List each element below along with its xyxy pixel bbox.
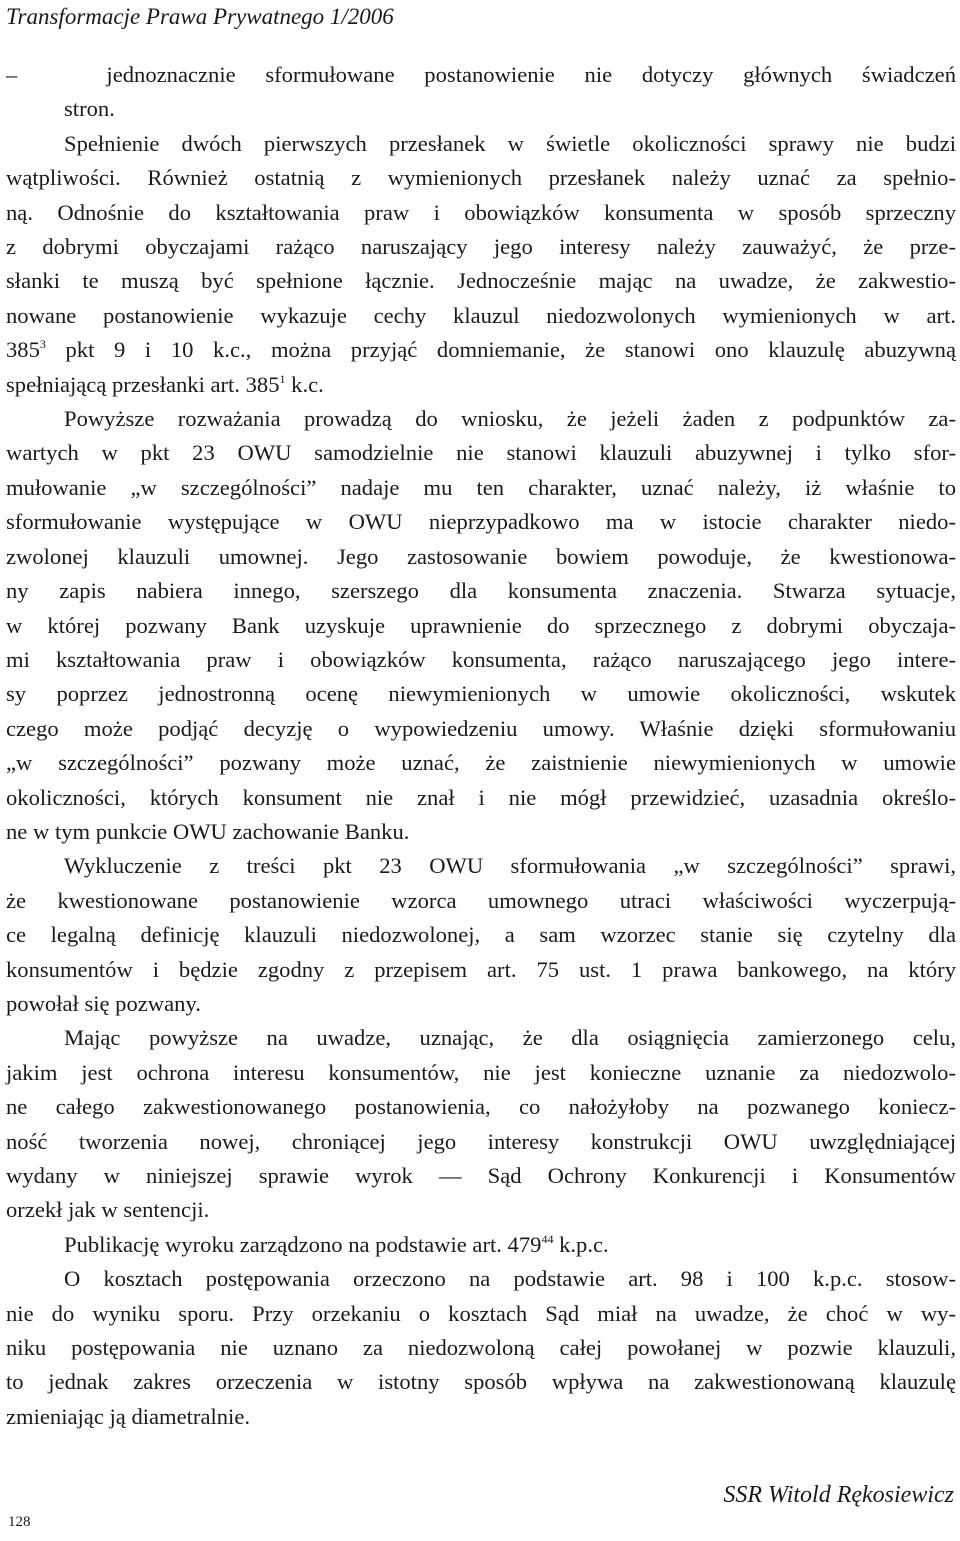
text-line: „w szczególności” pozwany może uznać, że zaistnienie niewymienionych w umowie [6, 750, 956, 776]
text-line: powołał się pozwany. [6, 990, 201, 1016]
text-line: ność tworzenia nowej, chroniącej jego interesy konstrukcji OWU uwzględniającej [6, 1128, 956, 1154]
page-number: 128 [8, 1514, 31, 1530]
text-line: – jednoznacznie sformułowane postanowienie nie dotyczy głównych świadczeń [6, 62, 956, 87]
text-line: Powyższe rozważania prowadzą do wniosku, że jeżeli żaden z podpunktów za- [64, 406, 956, 432]
text-line: ną. Odnośnie do kształtowania praw i obowiązków konsumenta w sposób sprzeczny [6, 199, 956, 225]
text-line: niku postępowania nie uznano za niedozwoloną całej powołanej w pozwie klauzuli, [6, 1335, 956, 1361]
text-line: wartych w pkt 23 OWU samodzielnie nie stanowi klauzuli abuzywnej i tylko sfor- [6, 440, 956, 466]
text-line: mułowanie „w szczególności” nadaje mu ten charakter, uznać należy, iż właśnie to [6, 474, 956, 500]
text-line: ne w tym punkcie OWU zachowanie Banku. [6, 818, 410, 844]
text-fragment: k.p.c. [553, 1231, 609, 1257]
text-line: to jednak zakres orzeczenia w istotny sposób wpływa na zakwestionowaną klauzulę [6, 1369, 956, 1395]
text-line: sy poprzez jednostronną ocenę niewymienionych w umowie okoliczności, wskutek [6, 681, 956, 707]
superscript: 1 [279, 371, 286, 386]
text-line [6, 368, 956, 402]
superscript: 44 [541, 1231, 554, 1246]
running-header: Transformacje Prawa Prywatnego 1/2006 [6, 4, 394, 29]
text-line: stron. [64, 96, 115, 122]
text-line: orzekł jak w sentencji. [6, 1197, 210, 1223]
text-line: sformułowanie występujące w OWU nieprzypadkowo ma w istocie charakter niedo- [6, 509, 956, 535]
text-line: nie do wyniku sporu. Przy orzekaniu o kosztach Sąd miał na uwadze, że choć w wy- [6, 1300, 956, 1326]
text-fragment: 385 [6, 337, 40, 363]
text-line: Mając powyższe na uwadze, uznając, że dla osiągnięcia zamierzonego celu, [64, 1025, 956, 1051]
text-line: ny zapis nabiera innego, szerszego dla konsumenta znaczenia. Stwarza sytuacje, [6, 578, 956, 604]
text-line: ce legalną definicję klauzuli niedozwolonej, a sam wzorzec stanie się czytelny dla [6, 922, 956, 948]
text-line: ne całego zakwestionowanego postanowienia, co nałożyłoby na pozwanego koniecz- [6, 1094, 956, 1120]
text-line: wątpliwości. Również ostatnią z wymienionych przesłanek należy uznać za spełnio- [6, 165, 956, 191]
text-line [6, 333, 956, 367]
superscript: 3 [39, 337, 46, 352]
text-line: że kwestionowane postanowienie wzorca umownego utraci właściwości wyczerpują- [6, 887, 956, 913]
text-line: O kosztach postępowania orzeczono na podstawie art. 98 i 100 k.p.c. stosow- [64, 1266, 956, 1292]
text-line: nowane postanowienie wykazuje cechy klauzul niedozwolonych wymienionych w art. [6, 302, 956, 328]
text-line: wydany w niniejszej sprawie wyrok — Sąd Ochrony Konkurencji i Konsumentów [6, 1163, 956, 1188]
text-line: zwolonej klauzuli umownej. Jego zastosowanie bowiem powoduje, że kwestionowa- [6, 543, 956, 569]
text-fragment: Publikację wyroku zarządzono na podstawie art. 479 [64, 1231, 542, 1257]
text-line: mi kształtowania praw i obowiązków konsumenta, rażąco naruszającego jego intere- [6, 646, 956, 672]
text-line: okoliczności, których konsument nie znał i nie mógł przewidzieć, uzasadnia określo- [6, 784, 956, 810]
text-fragment: spełniającą przesłanki art. 385 [6, 371, 280, 397]
signature: SSR Witold Rękosiewicz [723, 1482, 954, 1508]
text-line: jakim jest ochrona interesu konsumentów, nie jest konieczne uznanie za niedozwolo- [6, 1059, 956, 1085]
text-fragment: k.c. [285, 371, 324, 397]
text-line: z dobrymi obyczajami rażąco naruszający jego interesy należy zauważyć, że prze- [6, 234, 956, 260]
text-line: konsumentów i będzie zgodny z przepisem art. 75 ust. 1 prawa bankowego, na który [6, 956, 956, 982]
text-line [6, 1228, 956, 1262]
text-line: słanki te muszą być spełnione łącznie. Jednocześnie mając na uwadze, że zakwestio- [6, 268, 956, 294]
body-text [6, 58, 956, 1434]
text-line: Wykluczenie z treści pkt 23 OWU sformułowania „w szczególności” sprawi, [64, 853, 956, 879]
text-fragment: pkt 9 i 10 k.c., można przyjąć domniemanie, że stanowi ono klauzulę abuzywną [45, 337, 956, 363]
text-line: czego może podjąć decyzję o wypowiedzeniu umowy. Właśnie dzięki sformułowaniu [6, 715, 956, 741]
text-line: w której pozwany Bank uzyskuje uprawnienie do sprzecznego z dobrymi obyczaja- [6, 612, 956, 638]
text-line: Spełnienie dwóch pierwszych przesłanek w świetle okoliczności sprawy nie budzi [64, 130, 956, 156]
text-line: zmieniając ją diametralnie. [6, 1403, 251, 1429]
